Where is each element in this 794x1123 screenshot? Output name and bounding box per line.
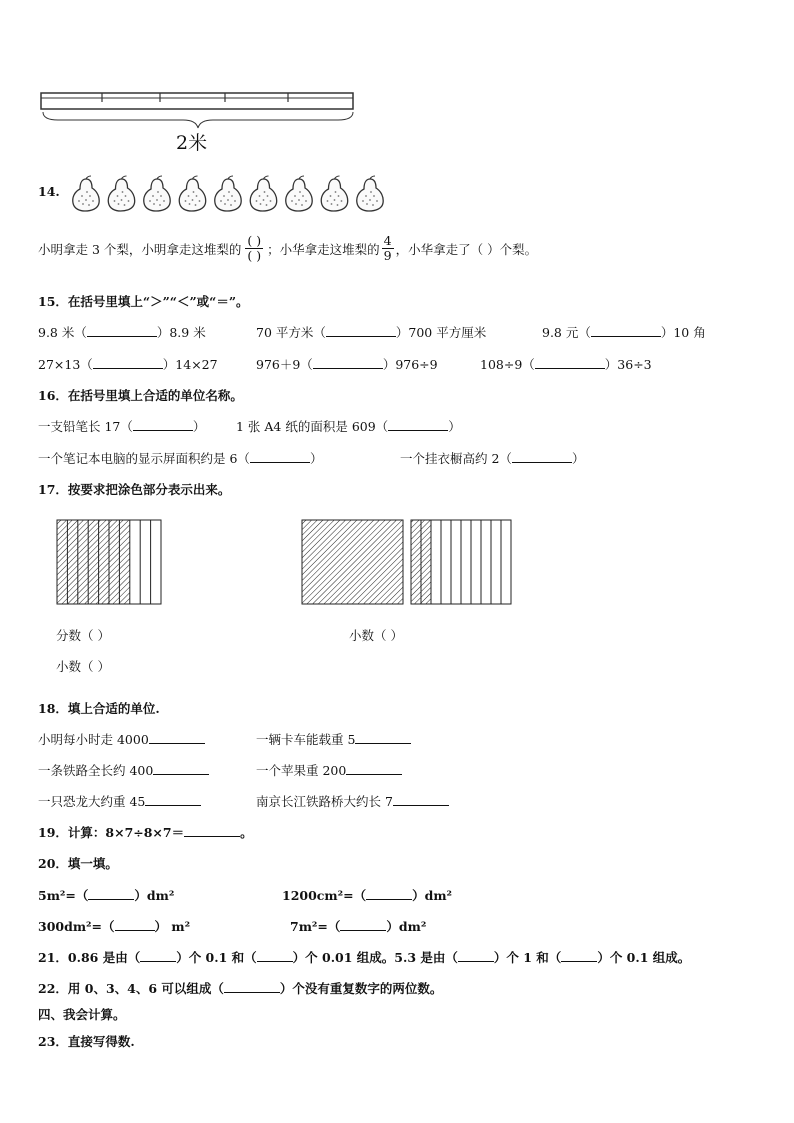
q14-text-c: ，小华拿走了（ ）个梨。 [395, 241, 538, 257]
q17-fraction-label: 分数（ ） [56, 628, 110, 643]
item-text: 小明每小时走 4000 [38, 732, 149, 747]
q20-item1 [38, 886, 174, 904]
item-text: 一辆卡车能载重 5 [256, 732, 356, 747]
q23-title: 23．直接写得数. [38, 1034, 135, 1049]
item-left: 一支铅笔长 17（ [38, 419, 133, 434]
item-right: ）976÷9 [382, 357, 438, 372]
answer-blank[interactable] [257, 949, 293, 962]
fraction-blank-numerator[interactable]: ( ) [247, 233, 262, 248]
q16-item1 [38, 417, 205, 435]
item-right: ）dm² [134, 888, 175, 903]
q16-item3 [38, 449, 322, 467]
pear-icon [215, 176, 241, 211]
item-left: 1 张 A4 纸的面积是 609（ [236, 419, 389, 434]
item-right: ） m² [154, 919, 191, 934]
section-4-title: 四、我会计算。 [38, 1007, 126, 1022]
fraction-blank [245, 234, 263, 263]
item-left: 一个笔记本电脑的显示屏面积约是 6（ [38, 451, 250, 466]
answer-blank[interactable] [561, 949, 597, 962]
pear-icon [73, 176, 99, 211]
answer-blank[interactable] [145, 793, 201, 806]
fraction-four-ninths [382, 234, 394, 263]
q21-part: 21．0.86 是由（ [38, 950, 141, 965]
q15-r2-item2 [256, 355, 438, 373]
q22-left: 22．用 0、3、4、6 可以组成（ [38, 981, 224, 996]
q21-part: ）个 0.01 组成。5.3 是由（ [292, 950, 458, 965]
answer-blank[interactable] [388, 418, 448, 431]
q14-text-b: ；小华拿走这堆梨的 [267, 241, 380, 257]
item-left: 1200cm²=（ [282, 888, 367, 903]
pears-illustration [68, 174, 398, 214]
pear-icon [144, 176, 170, 211]
item-right: ）8.9 米 [156, 325, 206, 340]
item-left: 27×13（ [38, 357, 93, 372]
q17-decimal-label-1: 小数（ ） [56, 659, 110, 674]
answer-blank[interactable] [346, 762, 402, 775]
q20-item2 [282, 886, 452, 904]
item-right: ）dm² [412, 888, 453, 903]
item-text: 一只恐龙大约重 45 [38, 794, 146, 809]
q19-text: 19．计算：8×7÷8×7＝ [38, 825, 185, 840]
fraction-denominator: 9 [383, 248, 392, 263]
item-left: 7m²=（ [290, 919, 341, 934]
q14-text-a: 小明拿走 3 个梨，小明拿走这堆梨的 [38, 241, 242, 257]
decimal-figure-1 [56, 519, 166, 609]
q14-number: 14. [38, 184, 60, 199]
q18-item1 [38, 730, 205, 748]
pear-icon [108, 176, 134, 211]
q19 [38, 823, 253, 841]
answer-blank[interactable] [591, 324, 661, 337]
answer-blank[interactable] [366, 887, 412, 900]
q21-part: ）个 0.1 组成。 [597, 950, 691, 965]
answer-blank[interactable] [88, 887, 134, 900]
fraction-blank-denominator[interactable]: ( ) [247, 248, 262, 263]
q15-r1-item2 [256, 323, 486, 341]
item-left: 108÷9（ [480, 357, 535, 372]
q20-item4 [290, 917, 426, 935]
answer-blank[interactable] [355, 731, 411, 744]
answer-blank[interactable] [535, 356, 605, 369]
q17-title: 17．按要求把涂色部分表示出来。 [38, 482, 231, 497]
item-right: ）14×27 [162, 357, 218, 372]
answer-blank[interactable] [115, 918, 155, 931]
pear-icon [250, 176, 276, 211]
answer-blank[interactable] [184, 824, 240, 837]
answer-blank[interactable] [87, 324, 157, 337]
q15-r2-item3 [480, 355, 652, 373]
item-right: ）36÷3 [604, 357, 652, 372]
item-right: ） [309, 451, 323, 466]
q16-title: 16．在括号里填上合适的单位名称。 [38, 388, 243, 403]
answer-blank[interactable] [133, 418, 193, 431]
answer-blank[interactable] [149, 731, 205, 744]
ruler-label: 2米 [176, 132, 208, 154]
item-right: ）dm² [386, 919, 427, 934]
pear-icon [179, 176, 205, 211]
q16-item4 [400, 449, 584, 467]
q18-item6 [256, 792, 449, 810]
item-left: 9.8 米（ [38, 325, 87, 340]
answer-blank[interactable] [340, 918, 386, 931]
answer-blank[interactable] [512, 450, 572, 463]
answer-blank[interactable] [153, 762, 209, 775]
answer-blank[interactable] [393, 793, 449, 806]
item-right: ） [571, 451, 585, 466]
answer-blank[interactable] [313, 356, 383, 369]
answer-blank[interactable] [224, 980, 280, 993]
q16-item2 [236, 417, 461, 435]
pear-icon [286, 176, 312, 211]
q22-right: ）个没有重复数字的两位数。 [279, 981, 443, 996]
answer-blank[interactable] [140, 949, 176, 962]
q15-r1-item3 [542, 323, 706, 341]
decimal-figure-2 [301, 519, 521, 609]
item-right: ）10 角 [660, 325, 706, 340]
answer-blank[interactable] [326, 324, 396, 337]
q14-question [38, 234, 537, 263]
item-text: 一个苹果重 200 [256, 763, 347, 778]
item-text: 南京长江铁路桥大约长 7 [256, 794, 393, 809]
item-left: 9.8 元（ [542, 325, 591, 340]
item-left: 976＋9（ [256, 357, 313, 372]
answer-blank[interactable] [458, 949, 494, 962]
item-right: ） [448, 419, 461, 434]
q18-item5 [38, 792, 201, 810]
item-left: 70 平方米（ [256, 325, 326, 340]
item-text: 一条铁路全长约 400 [38, 763, 154, 778]
q15-r2-item1 [38, 355, 218, 373]
q18-item3 [38, 761, 209, 779]
pear-icon [321, 176, 347, 211]
q21 [38, 948, 690, 966]
answer-blank[interactable] [93, 356, 163, 369]
q21-part: ）个 1 和（ [493, 950, 562, 965]
answer-blank[interactable] [250, 450, 310, 463]
q20-title: 20．填一填。 [38, 856, 118, 871]
fraction-numerator: 4 [383, 233, 392, 248]
q15-title: 15．在括号里填上“＞”“＜”或“＝”。 [38, 294, 249, 309]
pear-icon [357, 176, 383, 211]
q22 [38, 979, 442, 997]
item-left: 5m²=（ [38, 888, 89, 903]
q18-title: 18．填上合适的单位. [38, 701, 160, 716]
q18-item4 [256, 761, 402, 779]
item-right: ） [192, 419, 206, 434]
item-left: 300dm²=（ [38, 919, 115, 934]
q21-part: ）个 0.1 和（ [176, 950, 257, 965]
q17-decimal-label-2: 小数（ ） [349, 628, 403, 643]
q18-item2 [256, 730, 411, 748]
item-right: ）700 平方厘米 [395, 325, 487, 340]
q20-item3 [38, 917, 190, 935]
q19-end: 。 [240, 825, 253, 840]
item-left: 一个挂衣橱高约 2（ [400, 451, 512, 466]
q15-r1-item1 [38, 323, 206, 341]
